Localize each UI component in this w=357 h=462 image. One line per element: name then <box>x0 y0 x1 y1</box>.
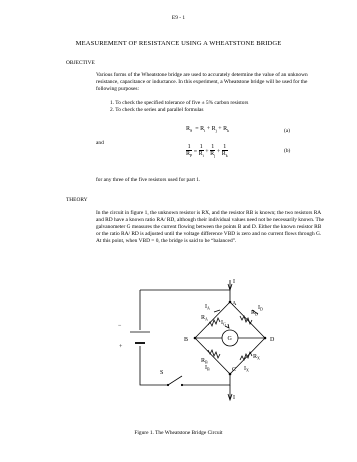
objective-heading: OBJECTIVE <box>66 60 95 66</box>
arrow-ia <box>214 310 220 312</box>
equation-a-label: (a) <box>284 128 290 134</box>
label-ig: $I_G$ <box>221 320 226 327</box>
label-rd: $R_D$ <box>251 310 258 317</box>
top-wire <box>140 290 230 302</box>
label-ix: $I_X$ <box>244 366 249 373</box>
and-text: and <box>96 140 104 146</box>
switch-contact <box>167 384 169 386</box>
label-battery-plus: + <box>119 344 123 350</box>
node-d <box>264 337 267 340</box>
theory-heading: THEORY <box>66 197 88 203</box>
label-node-d: D <box>270 337 275 343</box>
resistor-ra <box>208 318 220 326</box>
page-title: MEASUREMENT OF RESISTANCE USING A WHEATSTONE BRIDGE <box>75 40 282 47</box>
resistor-rx <box>240 352 252 360</box>
node-a <box>229 301 232 304</box>
resistor-rd <box>240 316 252 324</box>
objective-item-2: 2. To check the series and parallel formulas <box>110 107 204 113</box>
label-i-bottom: I <box>233 395 235 401</box>
for-any-text: for any three of the five resistors used for part 1. <box>96 177 201 183</box>
label-node-c: C <box>232 367 237 373</box>
equation-b-label: (b) <box>284 148 291 154</box>
switch-contact-2 <box>181 384 183 386</box>
label-rx: $R_X$ <box>253 354 260 361</box>
eq-a-lhs: $R_S$ <box>186 126 193 134</box>
switch-blade <box>168 376 182 385</box>
label-battery-minus: − <box>118 323 122 329</box>
label-galvanometer: G <box>227 336 232 342</box>
label-node-a: A <box>232 301 237 307</box>
equation-a: $R_S = R_i + R_j + R_k$ <box>186 126 230 134</box>
label-id: $I_D$ <box>258 305 263 312</box>
label-ib: $I_B$ <box>205 365 210 372</box>
page-number: E9 - 1 <box>171 15 186 21</box>
label-ra: $R_A$ <box>201 315 208 322</box>
bottom-wire <box>182 374 230 385</box>
objective-intro: Various forms of the Wheatstone bridge are used to accurately determine the value of an unknown resistance, capacitance or inductance. In this experiment, a Wheatstone bridge will be used for the following purposes: <box>96 72 308 92</box>
node-b <box>194 337 197 340</box>
objective-item-1: 1. To check the specified tolerance of five ± 5% carbon resistors <box>110 100 249 106</box>
theory-paragraph: In the circuit in figure 1, the unknown resistor is RX, and the resistor RB is known; the two resistors RA and RD have a known ratio RA/ RD, although their individual values need not be necessarily known. The galvanometer G measures the current flowing between the points B and D. Either the known resistor RB or the ratio RA/ RD is adjusted until the voltage difference VBD is zero and no current flows through G. At this point, when VBD = 0, the bridge is said to be “balanced”. <box>96 210 324 244</box>
label-i-top: I <box>233 279 235 285</box>
label-ia: $I_A$ <box>205 304 210 311</box>
node-c <box>229 373 232 376</box>
figure-caption: Figure 1. The Wheatstone Bridge Circuit <box>134 430 223 436</box>
arm-b-c <box>195 338 230 374</box>
resistor-rb <box>208 350 220 358</box>
label-node-b: B <box>184 337 189 343</box>
left-wire-lower <box>140 346 168 385</box>
equation-b: $\frac{1}{R_P}$ = $\frac{1}{R_i}$ + $\frac{1}{R_j}$ + $\frac{1}{R_k}$ <box>186 144 228 159</box>
label-rb: $R_B$ <box>201 358 208 365</box>
label-switch: S <box>160 370 164 376</box>
